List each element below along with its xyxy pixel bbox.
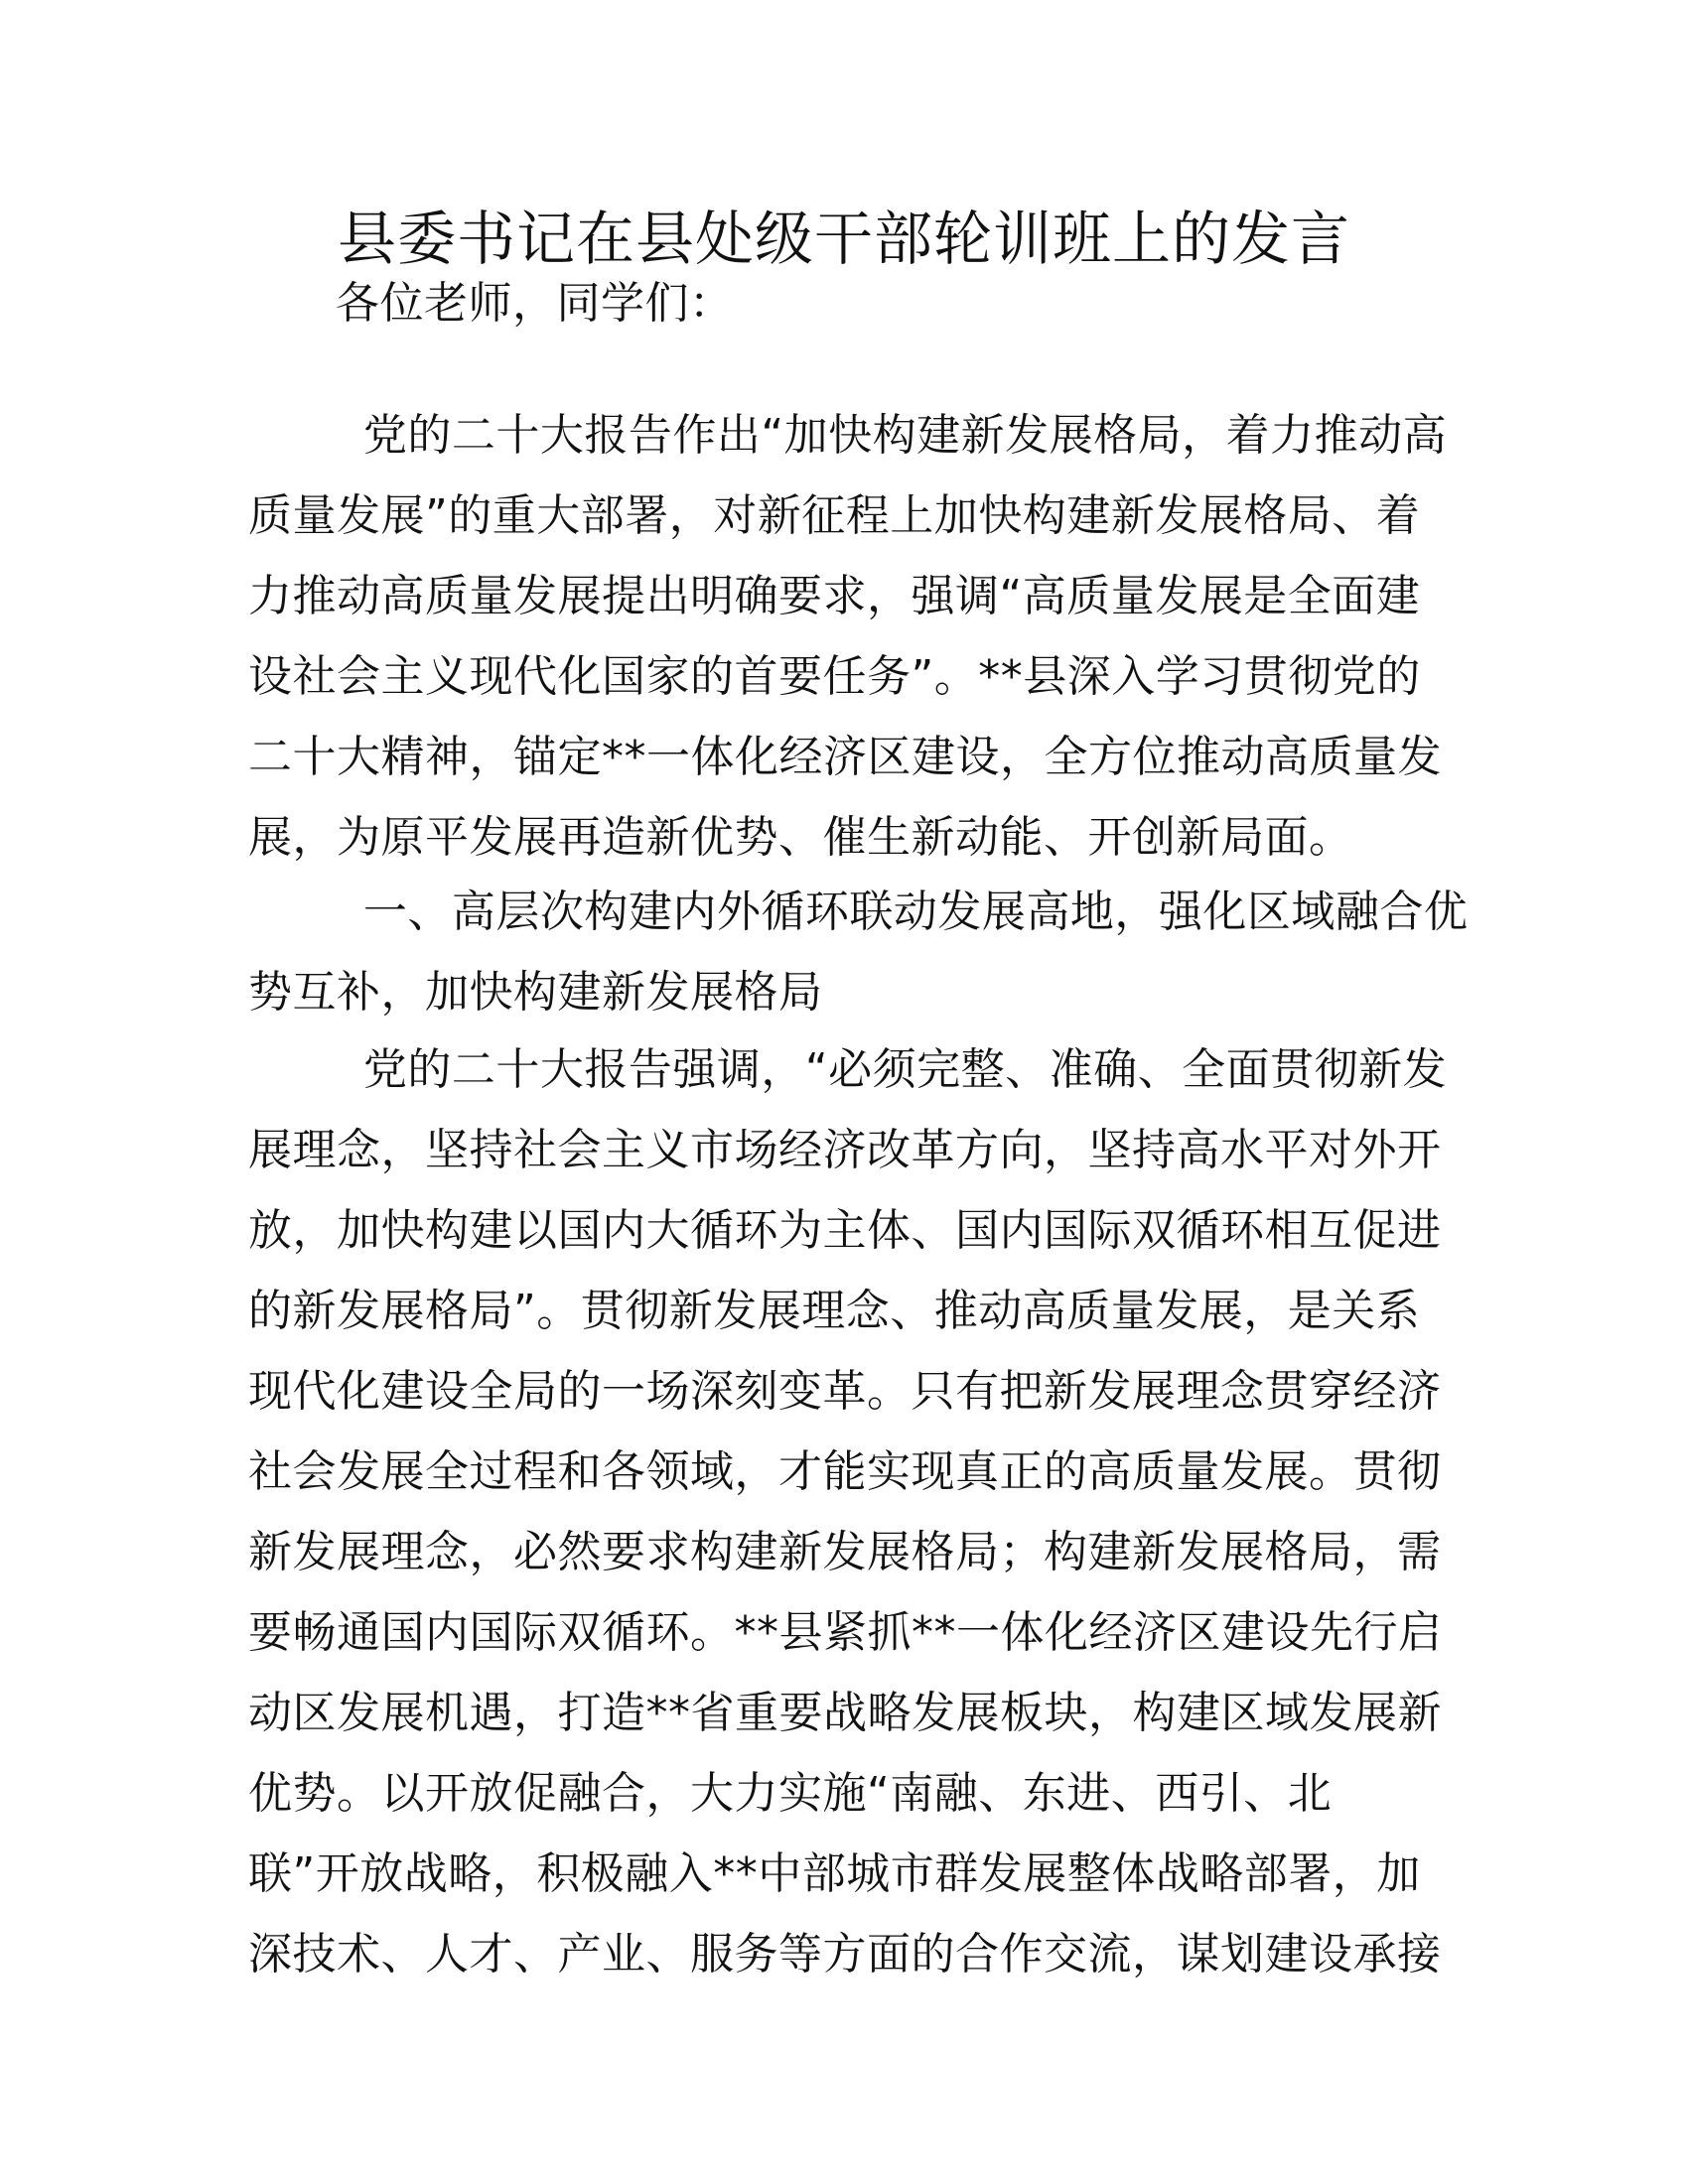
paragraph-line: 社会发展全过程和各领域，才能实现真正的高质量发展。贯彻 <box>248 1446 1442 1497</box>
greeting <box>248 263 1440 343</box>
section-heading-1 <box>248 872 1469 1032</box>
paragraph-line: 力推动高质量发展提出明确要求，强调“高质量发展是全面建 <box>248 571 1421 621</box>
paragraph-line: 的新发展格局”。贯彻新发展理念、推动高质量发展，是关系 <box>248 1286 1421 1336</box>
paragraph-line: 深技术、人才、产业、服务等方面的合作交流，谋划建设承接 <box>248 1929 1442 1979</box>
paragraph-line: 联”开放战略，积极融入**中部城市群发展整体战略部署，加 <box>248 1848 1421 1899</box>
paragraph-line: 现代化建设全局的一场深刻变革。只有把新发展理念贯穿经济 <box>248 1366 1442 1417</box>
paragraph-section-1 <box>248 1029 1448 1994</box>
paragraph-line: 党的二十大报告作出“加快构建新发展格局，着力推动高 <box>248 410 1448 461</box>
paragraph-line: 优势。以开放促融合，大力实施“南融、东进、西引、北 <box>248 1768 1333 1819</box>
greeting-line: 各位老师，同学们： <box>336 278 734 329</box>
heading-line: 一、高层次构建内外循环联动发展高地，强化区域融合优 <box>248 887 1469 937</box>
paragraph-line: 展，为原平发展再造新优势、催生新动能、开创新局面。 <box>248 812 1353 863</box>
paragraph-line: 要畅通国内国际双循环。**县紧抓**一体化经济区建设先行启 <box>248 1607 1443 1658</box>
paragraph-line: 二十大精神，锚定**一体化经济区建设，全方位推动高质量发 <box>248 732 1442 782</box>
paragraph-line: 动区发展机遇，打造**省重要战略发展板块，构建区域发展新 <box>248 1688 1442 1738</box>
paragraph-line: 党的二十大报告强调，“必须完整、准确、全面贯彻新发 <box>248 1044 1448 1095</box>
paragraph-line: 设社会主义现代化国家的首要任务”。**县深入学习贯彻党的 <box>248 651 1421 702</box>
heading-line: 势互补，加快构建新发展格局 <box>248 967 823 1018</box>
document-title: 县委书记在县处级干部轮训班上的发言 <box>337 205 1350 273</box>
paragraph-line: 放，加快构建以国内大循环为主体、国内国际双循环相互促进 <box>248 1205 1442 1256</box>
paragraph-line: 新发展理念，必然要求构建新发展格局；构建新发展格局，需 <box>248 1527 1442 1577</box>
paragraph-line: 展理念，坚持社会主义市场经济改革方向，坚持高水平对外开 <box>248 1125 1442 1175</box>
paragraph-intro <box>248 395 1448 878</box>
paragraph-line: 质量发展”的重大部署，对新征程上加快构建新发展格局、着 <box>248 490 1421 541</box>
